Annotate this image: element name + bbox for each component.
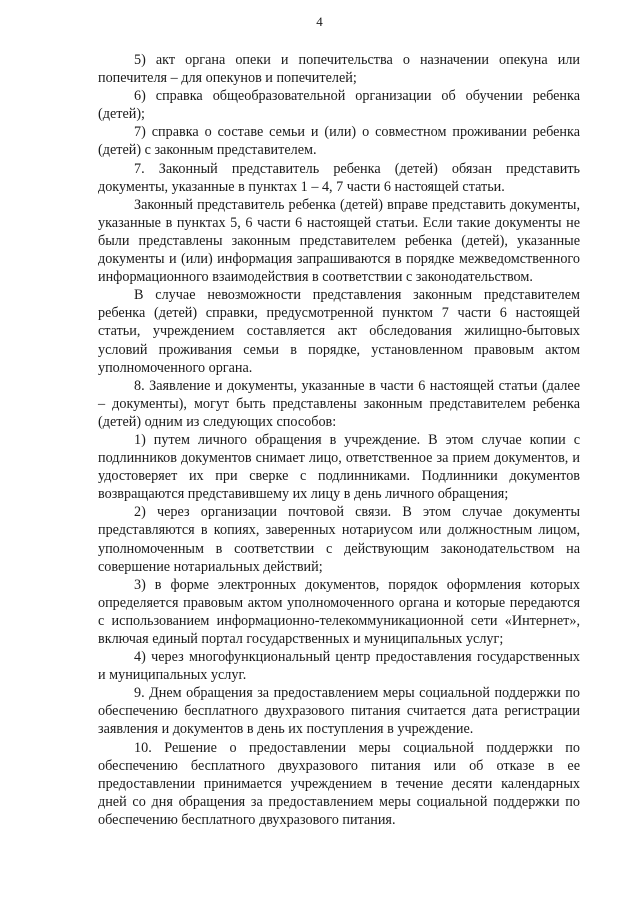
paragraph-section-8: 8. Заявление и документы, указанные в части 6 настоящей статьи (далее – документы), могут быть представлены законным представителем ребенка (детей) одним из следующих способов: bbox=[98, 377, 580, 430]
paragraph-section-7-optional-docs: Законный представитель ребенка (детей) вправе представить документы, указанные в пунктах 5, 6 части 6 настоящей статьи. Если такие документы не были представлены законным представителем ребенка (детей), указанные документы и (или) информация запрашиваются в порядке межведомственного информационного взаимодействия в соответствии с законодательством. bbox=[98, 196, 580, 286]
paragraph-item-7-family-certificate: 7) справка о составе семьи и (или) о совместном проживании ребенка (детей) с законным представителем. bbox=[98, 124, 580, 159]
paragraph-method-3-electronic: 3) в форме электронных документов, порядок оформления которых определяется правовым актом уполномоченного органа и которые передаются с использованием информационно-телекоммуникационной сети «Интернет», включая единый портал государственных и муниципальных услуг; bbox=[98, 576, 580, 647]
paragraph-section-9: 9. Днем обращения за предоставлением меры социальной поддержки по обеспечению бесплатного двухразового питания считается дата регистрации заявления и документов в день их поступления в учреждение. bbox=[98, 685, 580, 738]
paragraph-item-5-guardianship-act: 5) акт органа опеки и попечительства о назначении опекуна или попечителя – для опекунов и попечителей; bbox=[98, 52, 580, 87]
page-number: 4 bbox=[316, 14, 323, 29]
paragraph-section-10: 10. Решение о предоставлении меры социальной поддержки по обеспечению бесплатного двухразового питания или об отказе в ее предоставлении принимается учреждением в течение десяти календарных дней со дня обращения за предоставлением меры социальной поддержки по обеспечению бесплатного двухразового питания. bbox=[98, 739, 580, 828]
paragraph-section-7: 7. Законный представитель ребенка (детей) обязан представить документы, указанные в пунктах 1 – 4, 7 части 6 настоящей статьи. bbox=[98, 160, 580, 195]
paragraph-method-1-in-person: 1) путем личного обращения в учреждение. В этом случае копии с подлинников документов снимает лицо, ответственное за прием документов, и удостоверяет их при сверке с подлинниками. Подлинники документов возвращаются представившему их лицу в день личного обращения; bbox=[98, 431, 580, 503]
paragraph-method-2-postal: 2) через организации почтовой связи. В этом случае документы представляются в копиях, заверенных нотариусом или должностным лицом, уполномоченным в соответствии с действующим законодательством на совершение нотариальных действий; bbox=[98, 504, 580, 575]
document-body bbox=[98, 51, 580, 829]
paragraph-method-4-mfc: 4) через многофункциональный центр предоставления государственных и муниципальных услуг. bbox=[98, 649, 580, 684]
paragraph-item-6-school-certificate: 6) справка общеобразовательной организации об обучении ребенка (детей); bbox=[98, 88, 580, 123]
paragraph-section-7-inspection-act: В случае невозможности представления законным представителем ребенка (детей) справки, предусмотренной пунктом 7 части 6 настоящей статьи, учреждением составляется акт обследования жилищно-бытовых условий проживания семьи в порядке, установленном правовым актом уполномоченного органа. bbox=[98, 287, 580, 376]
